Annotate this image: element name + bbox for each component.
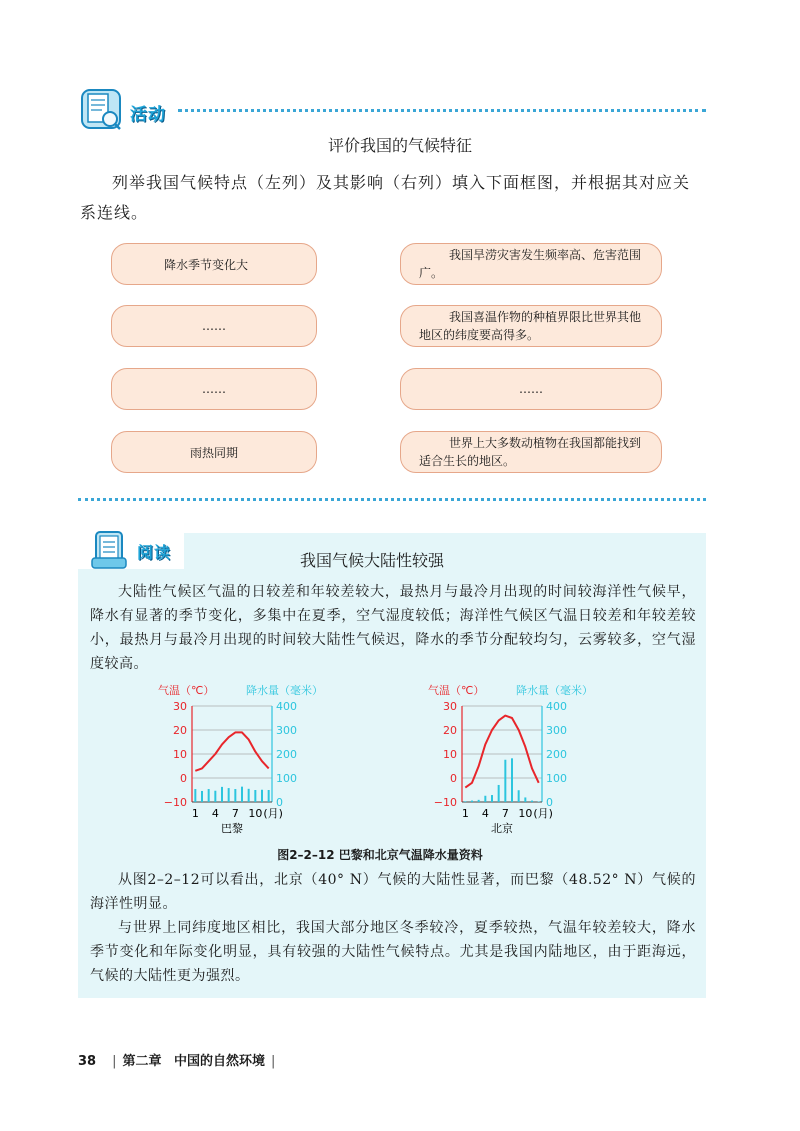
paris-precip-tick-1: 100 [276,772,297,785]
reading-label: 阅读 [137,543,172,562]
paris-climate-chart [148,680,378,842]
activity-divider-bottom [78,498,706,501]
paris-month-tick-0: 1 [191,807,199,820]
reading-title: 我国气候大陆性较强 [300,551,445,570]
activity-title: 评价我国的气候特征 [327,136,472,155]
beijing-month-tick-0: 1 [461,807,469,820]
beijing-temp-axis-label: 气温（℃） [428,684,485,697]
paris-month-tick-1: 4 [211,807,219,820]
beijing-climate-chart [418,680,648,842]
left-box-3-text: …… [202,382,226,396]
beijing-city-name: 北京 [491,822,513,835]
beijing-month-tick-3: 10 [518,807,533,820]
left-box-4[interactable] [111,431,317,473]
left-box-1[interactable] [111,243,317,285]
paris-temp-tick-3: 20 [173,724,187,737]
chapter-title: 中国的自然环境 [174,1054,266,1069]
beijing-precip-tick-3: 300 [546,724,567,737]
page-number: 38 [78,1054,97,1069]
paris-city-name: 巴黎 [221,822,243,835]
right-box-1[interactable] [400,243,662,285]
paris-temp-axis-label: 气温（℃） [158,684,215,697]
paris-temp-tick-2: 10 [173,748,187,761]
beijing-precip-tick-1: 100 [546,772,567,785]
paris-precip-tick-0: 0 [276,796,283,809]
paris-precip-axis-label: 降水量（毫米） [246,684,323,697]
right-box-4-text: 世界上大多数动植物在我国都能找到适合生长的地区。 [419,436,642,468]
paris-temp-line [195,732,268,770]
beijing-month-unit: (月) [533,807,553,820]
activity-divider-top [178,109,706,112]
reading-paragraph-3: 与世界上同纬度地区相比，我国大部分地区冬季较冷，夏季较热，气温年较差较大，降水季节变化和年际变化明显，具有较强的大陆性气候特点。尤其是我国内陆地区，由于距海远，气候的大陆性更为强烈。 [90,920,696,984]
activity-label: 活动 [130,105,166,125]
beijing-month-tick-2: 7 [501,807,509,820]
figure-caption: 图2–2–12 巴黎和北京气温降水量资料 [277,848,483,862]
right-box-3[interactable] [400,368,662,410]
beijing-precip-axis-label: 降水量（毫米） [516,684,593,697]
paris-temp-tick-0: −10 [163,796,187,809]
right-box-2[interactable] [400,305,662,347]
beijing-precip-tick-0: 0 [546,796,553,809]
beijing-temp-tick-2: 10 [443,748,457,761]
left-box-3[interactable] [111,368,317,410]
beijing-precip-tick-4: 400 [546,700,567,713]
footer-separator: | [112,1054,117,1069]
right-box-1-text: 我国旱涝灾害发生频率高、危害范围广。 [419,248,642,280]
left-box-4-text: 雨热同期 [189,445,238,460]
reading-icon [90,528,130,572]
chapter-number: 第二章 [122,1054,162,1069]
beijing-temp-line [465,716,538,788]
left-box-2-text: …… [202,319,226,333]
left-box-1-text: 降水季节变化大 [164,257,249,272]
right-box-2-text: 我国喜温作物的种植界限比世界其他地区的纬度要高得多。 [419,310,642,342]
beijing-month-tick-1: 4 [481,807,489,820]
reading-paragraph-2: 从图2–2–12可以看出，北京（40° N）气候的大陆性显著，而巴黎（48.52° N）气候的海洋性明显。 [90,872,696,912]
reading-paragraph-1: 大陆性气候区气温的日较差和年较差较大，最热月与最冷月出现的时间较海洋性气候早，降水有显著的季节变化，多集中在夏季，空气湿度较低；海洋性气候区气温日较差和年较差较小，最热月与最冷月出现的时间较大陆性气候迟，降水的季节分配较均匀，云雾较多，空气湿度较高。 [90,584,696,672]
paris-month-unit: (月) [263,807,283,820]
paris-precip-tick-3: 300 [276,724,297,737]
paris-temp-tick-1: 0 [180,772,187,785]
beijing-temp-tick-1: 0 [450,772,457,785]
beijing-temp-tick-3: 20 [443,724,457,737]
footer-separator-end: | [271,1054,276,1069]
page-footer [78,1050,281,1069]
beijing-temp-tick-4: 30 [443,700,457,713]
activity-instruction: 列举我国气候特点（左列）及其影响（右列）填入下面框图，并根据其对应关系连线。 [80,173,691,222]
paris-precip-tick-4: 400 [276,700,297,713]
paris-month-tick-3: 10 [248,807,263,820]
paris-temp-tick-4: 30 [173,700,187,713]
activity-icon [78,86,124,132]
paris-month-tick-2: 7 [231,807,239,820]
right-box-4[interactable] [400,431,662,473]
beijing-temp-tick-0: −10 [433,796,457,809]
right-box-3-text: …… [519,382,543,396]
left-box-2[interactable] [111,305,317,347]
beijing-precip-tick-2: 200 [546,748,567,761]
paris-precip-tick-2: 200 [276,748,297,761]
